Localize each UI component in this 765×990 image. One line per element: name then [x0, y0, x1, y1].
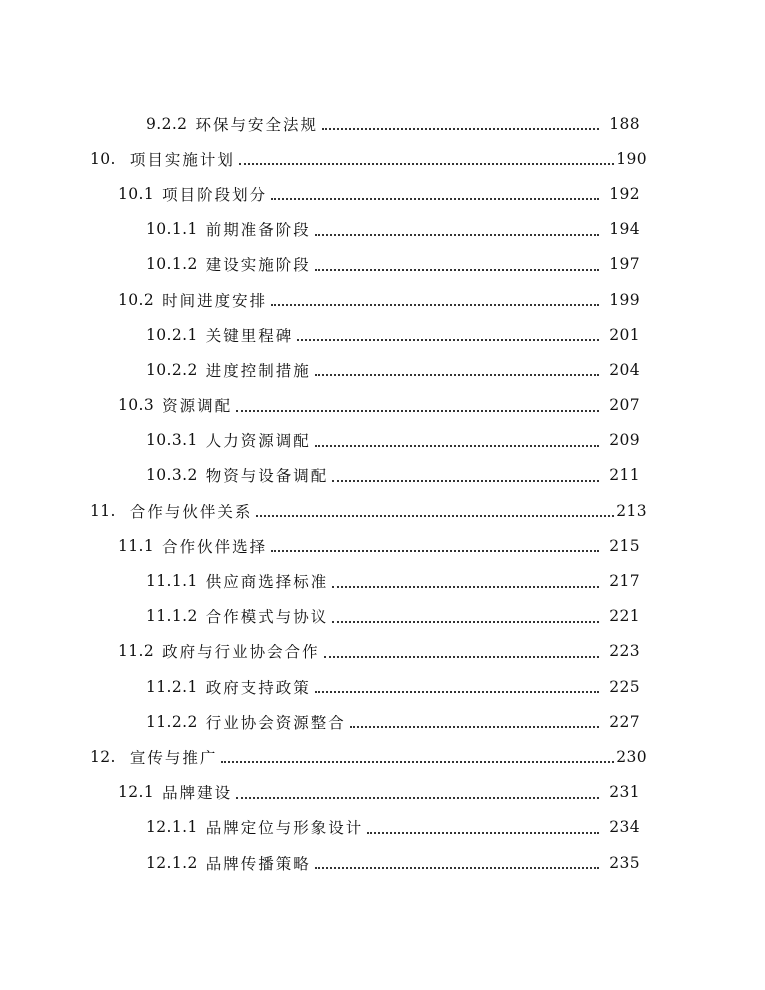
toc-dot-leader — [315, 268, 599, 271]
toc-entry-page: 221 — [609, 607, 640, 626]
toc-dot-leader — [315, 373, 599, 376]
toc-dot-leader — [324, 655, 600, 658]
toc-entry-number: 11.2 — [118, 642, 155, 661]
toc-entry[interactable] — [0, 423, 640, 458]
toc-entry-number: 10.3.1 — [146, 431, 198, 450]
toc-entry[interactable] — [0, 247, 640, 282]
toc-entry[interactable] — [0, 634, 640, 669]
toc-entry-title: 供应商选择标准 — [205, 573, 329, 592]
toc-entry[interactable] — [0, 704, 640, 739]
toc-entry-title: 资源调配 — [162, 397, 233, 416]
toc-dot-leader — [322, 127, 599, 130]
toc-entry-title: 品牌传播策略 — [205, 854, 311, 873]
toc-dot-leader — [332, 620, 599, 623]
toc-dot-leader — [315, 444, 599, 447]
toc-entry-title: 合作模式与协议 — [205, 608, 329, 627]
toc-entry-number: 10.1 — [118, 184, 155, 203]
toc-dot-leader — [221, 760, 614, 763]
toc-entry[interactable] — [0, 845, 640, 880]
toc-entry-number: 11.2.2 — [146, 712, 198, 731]
toc-dot-leader — [256, 514, 614, 517]
toc-entry-number: 10.2.2 — [146, 360, 198, 379]
toc-dot-leader — [332, 585, 599, 588]
toc-entry-page: 230 — [616, 747, 647, 766]
toc-entry-number: 10.3.2 — [146, 466, 198, 485]
toc-entry-page: 194 — [609, 220, 640, 239]
toc-entry[interactable] — [0, 739, 647, 774]
toc-entry-title: 前期准备阶段 — [205, 221, 311, 240]
toc-dot-leader — [236, 796, 599, 799]
toc-entry-page: 199 — [609, 290, 640, 309]
toc-entry[interactable] — [0, 388, 640, 423]
toc-entry[interactable] — [0, 176, 640, 211]
toc-entry-title: 环保与安全法规 — [195, 115, 318, 134]
toc-entry-title: 合作伙伴选择 — [162, 537, 268, 556]
toc-entry-number: 11.1.1 — [146, 572, 198, 591]
toc-entry-page: 223 — [609, 642, 640, 661]
toc-entry[interactable] — [0, 212, 640, 247]
toc-entry-number: 12.1 — [118, 783, 155, 802]
toc-entry-number: 10. — [90, 149, 116, 168]
toc-dot-leader — [297, 338, 599, 341]
toc-entry-page: 211 — [609, 466, 640, 485]
toc-entry-number: 12.1.2 — [146, 853, 198, 872]
toc-entry-page: 197 — [609, 255, 640, 274]
toc-entry-number: 12. — [90, 747, 116, 766]
toc-entry[interactable] — [0, 282, 640, 317]
toc-entry-page: 204 — [609, 360, 640, 379]
toc-entry-title: 时间进度安排 — [162, 291, 268, 310]
toc-dot-leader — [350, 725, 599, 728]
toc-entry-page: 215 — [609, 536, 640, 555]
toc-entry-page: 209 — [609, 431, 640, 450]
toc-entry-title: 物资与设备调配 — [205, 467, 329, 486]
toc-dot-leader — [315, 233, 599, 236]
toc-entry-title: 项目实施计划 — [129, 150, 235, 169]
toc-dot-leader — [367, 831, 599, 834]
toc-entry-title: 人力资源调配 — [205, 432, 311, 451]
toc-entry-page: 188 — [609, 114, 640, 133]
toc-entry-title: 项目阶段划分 — [162, 185, 268, 204]
toc-entry-number: 11.2.1 — [146, 677, 198, 696]
toc-entry-title: 进度控制措施 — [205, 361, 311, 380]
toc-entry-page: 231 — [609, 783, 640, 802]
toc-dot-leader — [315, 690, 599, 693]
toc-entry-number: 11.1 — [118, 536, 155, 555]
toc-dot-leader — [271, 303, 599, 306]
toc-entry-page: 213 — [616, 501, 647, 520]
toc-entry-title: 行业协会资源整合 — [205, 713, 346, 732]
toc-entry-title: 宣传与推广 — [129, 748, 218, 767]
toc-dot-leader — [315, 866, 599, 869]
toc-entry[interactable] — [0, 599, 640, 634]
toc-entry-title: 建设实施阶段 — [205, 256, 311, 275]
toc-entry-number: 10.1.2 — [146, 255, 198, 274]
toc-entry-page: 192 — [609, 184, 640, 203]
toc-entry-number: 10.2.1 — [146, 325, 198, 344]
toc-entry-page: 217 — [609, 572, 640, 591]
toc-entry[interactable] — [0, 669, 640, 704]
toc-entry[interactable] — [0, 493, 647, 528]
toc-entry-title: 政府与行业协会合作 — [162, 643, 320, 662]
toc-entry[interactable] — [0, 352, 640, 387]
toc-entry[interactable] — [0, 775, 640, 810]
toc-entry-number: 12.1.1 — [146, 818, 198, 837]
toc-entry-page: 190 — [616, 149, 647, 168]
toc-dot-leader — [271, 549, 599, 552]
toc-entry[interactable] — [0, 141, 647, 176]
toc-entry-page: 234 — [609, 818, 640, 837]
toc-entry-number: 10.3 — [118, 396, 155, 415]
toc-entry[interactable] — [0, 106, 640, 141]
table-of-contents — [0, 106, 765, 880]
toc-entry-number: 11.1.2 — [146, 607, 198, 626]
toc-entry-title: 合作与伙伴关系 — [129, 502, 253, 521]
toc-dot-leader — [271, 197, 599, 200]
toc-dot-leader — [236, 409, 599, 412]
toc-entry-page: 235 — [609, 853, 640, 872]
toc-entry[interactable] — [0, 563, 640, 598]
toc-entry-title: 品牌定位与形象设计 — [205, 819, 364, 838]
toc-entry[interactable] — [0, 810, 640, 845]
toc-entry-number: 10.1.1 — [146, 220, 198, 239]
toc-entry-page: 201 — [609, 325, 640, 344]
toc-entry-number: 11. — [90, 501, 116, 520]
toc-entry-page: 225 — [609, 677, 640, 696]
toc-dot-leader — [332, 479, 599, 482]
toc-entry[interactable] — [0, 458, 640, 493]
toc-entry-title: 关键里程碑 — [205, 326, 294, 345]
toc-entry-page: 207 — [609, 396, 640, 415]
toc-entry[interactable] — [0, 528, 640, 563]
toc-entry-title: 品牌建设 — [162, 784, 233, 803]
toc-entry[interactable] — [0, 317, 640, 352]
toc-entry-title: 政府支持政策 — [205, 678, 311, 697]
toc-dot-leader — [239, 162, 614, 165]
toc-entry-page: 227 — [609, 712, 640, 731]
toc-entry-number: 10.2 — [118, 290, 155, 309]
toc-entry-number: 9.2.2 — [146, 114, 188, 133]
